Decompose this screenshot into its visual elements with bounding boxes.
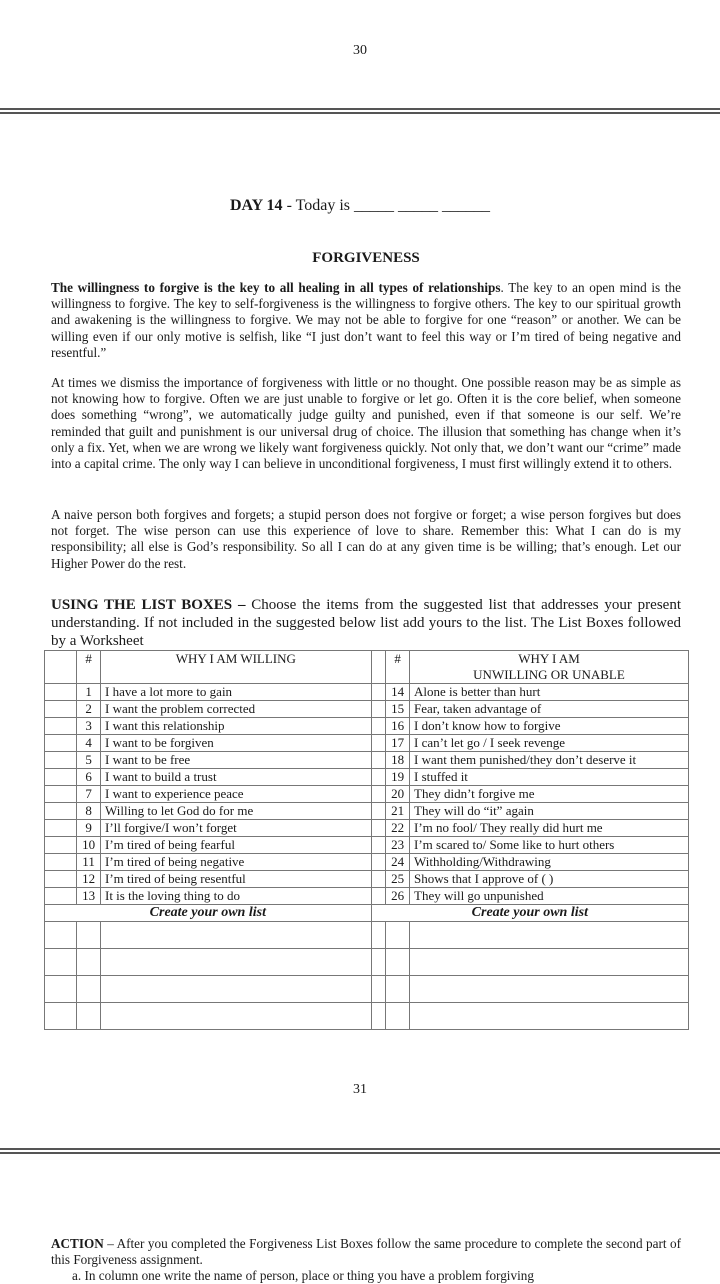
willing-number: 4 bbox=[77, 735, 101, 752]
willing-reason: I want to be free bbox=[100, 752, 371, 769]
blank-entry-cell[interactable] bbox=[100, 1003, 371, 1030]
blank-entry-cell[interactable] bbox=[45, 1003, 77, 1030]
willing-reason: I want to experience peace bbox=[100, 786, 371, 803]
unwilling-reason: I’m scared to/ Some like to hurt others bbox=[410, 837, 689, 854]
row-spacer bbox=[45, 837, 77, 854]
third-paragraph: A naive person both forgives and forgets; a stupid person does not forgive or forget; a wise person forgives but does not forget. The wise person can use this experience of love to share. Remember this: What I can do is my responsibility; all else is God’s responsibility. So all I can do at any given time is be willing; that’s enough. Let our Higher Power do the rest. bbox=[51, 507, 681, 571]
row-spacer bbox=[45, 718, 77, 735]
willing-number: 9 bbox=[77, 820, 101, 837]
blank-entry-row bbox=[45, 976, 689, 1003]
table-header-row bbox=[45, 651, 689, 684]
blank-entry-cell[interactable] bbox=[386, 1003, 410, 1030]
row-gap bbox=[371, 820, 386, 837]
table-row bbox=[45, 854, 689, 871]
header-why-unwilling bbox=[410, 651, 689, 684]
header-number-right: # bbox=[386, 651, 410, 684]
day-date-blanks: - Today is _____ _____ ______ bbox=[282, 197, 491, 214]
willing-number: 12 bbox=[77, 871, 101, 888]
unwilling-number: 17 bbox=[386, 735, 410, 752]
blank-entry-cell[interactable] bbox=[77, 922, 101, 949]
willing-reason: I want to be forgiven bbox=[100, 735, 371, 752]
blank-entry-row bbox=[45, 1003, 689, 1030]
table-row bbox=[45, 820, 689, 837]
table-row bbox=[45, 735, 689, 752]
unwilling-number: 21 bbox=[386, 803, 410, 820]
action-text: – After you completed the Forgiveness List Boxes follow the same procedure to complete the second part of this Forgiveness assignment. bbox=[51, 1236, 681, 1267]
row-gap bbox=[371, 837, 386, 854]
blank-entry-cell[interactable] bbox=[410, 1003, 689, 1030]
row-spacer bbox=[45, 888, 77, 905]
row-gap bbox=[371, 718, 386, 735]
blank-entry-cell[interactable] bbox=[45, 976, 77, 1003]
row-spacer bbox=[45, 803, 77, 820]
create-own-list-left: Create your own list bbox=[45, 905, 372, 922]
blank-entry-cell[interactable] bbox=[77, 949, 101, 976]
willing-reason: I’m tired of being resentful bbox=[100, 871, 371, 888]
unwilling-number: 20 bbox=[386, 786, 410, 803]
row-spacer bbox=[45, 769, 77, 786]
row-gap bbox=[371, 752, 386, 769]
day-line bbox=[0, 197, 720, 215]
blank-entry-cell[interactable] bbox=[386, 922, 410, 949]
unwilling-reason: I can’t let go / I seek revenge bbox=[410, 735, 689, 752]
willing-number: 5 bbox=[77, 752, 101, 769]
blank-entry-cell[interactable] bbox=[371, 922, 386, 949]
unwilling-number: 25 bbox=[386, 871, 410, 888]
blank-entry-cell[interactable] bbox=[77, 976, 101, 1003]
willing-number: 1 bbox=[77, 684, 101, 701]
table-row bbox=[45, 786, 689, 803]
willing-reason: I have a lot more to gain bbox=[100, 684, 371, 701]
willing-number: 13 bbox=[77, 888, 101, 905]
list-instructions-bold: USING THE LIST BOXES – bbox=[51, 597, 246, 613]
willing-reason: I want to build a trust bbox=[100, 769, 371, 786]
blank-entry-cell[interactable] bbox=[100, 949, 371, 976]
willing-reason: It is the loving thing to do bbox=[100, 888, 371, 905]
table-row bbox=[45, 837, 689, 854]
willing-number: 11 bbox=[77, 854, 101, 871]
blank-entry-cell[interactable] bbox=[410, 922, 689, 949]
row-spacer bbox=[45, 854, 77, 871]
unwilling-number: 14 bbox=[386, 684, 410, 701]
row-spacer bbox=[45, 684, 77, 701]
unwilling-reason: Fear, taken advantage of bbox=[410, 701, 689, 718]
table-row bbox=[45, 718, 689, 735]
blank-entry-cell[interactable] bbox=[371, 976, 386, 1003]
willing-reason: I’m tired of being fearful bbox=[100, 837, 371, 854]
unwilling-reason: I’m no fool/ They really did hurt me bbox=[410, 820, 689, 837]
intro-bold: The willingness to forgive is the key to all healing in all types of relationships bbox=[51, 280, 501, 295]
page-title: FORGIVENESS bbox=[312, 250, 420, 266]
table-row bbox=[45, 888, 689, 905]
list-instructions-text: Choose the items from the suggested list that addresses your present understanding. If not included in the suggested below list add yours to the list. The List Boxes followed by a Worksheet bbox=[51, 597, 681, 649]
row-spacer bbox=[45, 735, 77, 752]
willing-reason: Willing to let God do for me bbox=[100, 803, 371, 820]
row-spacer bbox=[45, 786, 77, 803]
table-header-spacer bbox=[45, 651, 77, 684]
unwilling-reason: I want them punished/they don’t deserve it bbox=[410, 752, 689, 769]
unwilling-number: 16 bbox=[386, 718, 410, 735]
willing-number: 2 bbox=[77, 701, 101, 718]
row-gap bbox=[371, 871, 386, 888]
action-paragraph bbox=[51, 1236, 681, 1268]
unwilling-number: 15 bbox=[386, 701, 410, 718]
row-gap bbox=[371, 769, 386, 786]
blank-entry-cell[interactable] bbox=[100, 976, 371, 1003]
day-label: DAY 14 bbox=[229, 197, 283, 214]
table-row bbox=[45, 752, 689, 769]
page-number-top: 30 bbox=[353, 43, 367, 58]
blank-entry-cell[interactable] bbox=[100, 922, 371, 949]
willing-number: 3 bbox=[77, 718, 101, 735]
unwilling-reason: I stuffed it bbox=[410, 769, 689, 786]
action-label: ACTION bbox=[51, 1236, 104, 1251]
willing-reason: I want the problem corrected bbox=[100, 701, 371, 718]
blank-entry-row bbox=[45, 922, 689, 949]
blank-entry-cell[interactable] bbox=[386, 976, 410, 1003]
list-instructions bbox=[51, 596, 681, 650]
unwilling-number: 19 bbox=[386, 769, 410, 786]
create-own-list-right: Create your own list bbox=[371, 905, 688, 922]
unwilling-number: 22 bbox=[386, 820, 410, 837]
blank-entry-cell[interactable] bbox=[371, 949, 386, 976]
unwilling-reason: I don’t know how to forgive bbox=[410, 718, 689, 735]
willing-reason: I’ll forgive/I won’t forget bbox=[100, 820, 371, 837]
unwilling-reason: They will do “it” again bbox=[410, 803, 689, 820]
header-why-unwilling-line2: UNWILLING OR UNABLE bbox=[473, 667, 625, 682]
row-spacer bbox=[45, 701, 77, 718]
unwilling-reason: Withholding/Withdrawing bbox=[410, 854, 689, 871]
blank-entry-cell[interactable] bbox=[410, 976, 689, 1003]
willing-number: 10 bbox=[77, 837, 101, 854]
table-row bbox=[45, 701, 689, 718]
blank-entry-cell[interactable] bbox=[45, 949, 77, 976]
table-row bbox=[45, 871, 689, 888]
create-own-list-row bbox=[45, 905, 689, 922]
unwilling-reason: Shows that I approve of ( ) bbox=[410, 871, 689, 888]
blank-entry-cell[interactable] bbox=[371, 1003, 386, 1030]
row-gap bbox=[371, 803, 386, 820]
intro-paragraph bbox=[51, 280, 681, 361]
row-spacer bbox=[45, 752, 77, 769]
blank-entry-row bbox=[45, 949, 689, 976]
unwilling-number: 26 bbox=[386, 888, 410, 905]
willing-number: 6 bbox=[77, 769, 101, 786]
willing-number: 7 bbox=[77, 786, 101, 803]
unwilling-reason: They didn’t forgive me bbox=[410, 786, 689, 803]
table-row bbox=[45, 803, 689, 820]
table-row bbox=[45, 684, 689, 701]
willing-reason: I want this relationship bbox=[100, 718, 371, 735]
willing-reason: I’m tired of being negative bbox=[100, 854, 371, 871]
row-spacer bbox=[45, 820, 77, 837]
row-gap bbox=[371, 786, 386, 803]
row-gap bbox=[371, 701, 386, 718]
list-boxes-table bbox=[44, 650, 689, 1030]
header-number-left: # bbox=[77, 651, 101, 684]
page-number-bottom: 31 bbox=[353, 1082, 367, 1097]
blank-entry-cell[interactable] bbox=[386, 949, 410, 976]
row-gap bbox=[371, 684, 386, 701]
intro-text: . The key to an open mind is the willingness to forgive. The key to self-forgiveness is the willingness to forgive others. The key to our spiritual growth and awakening is the willingness to forgive. We may not be able to forgive for one “reason” or another. We can be willing even if our only motive is selfish, like “I just don’t want to feel this way or I’m tired of being negative and resentful.” bbox=[51, 280, 681, 360]
action-item-a: a. In column one write the name of person, place or thing you have a problem forgiving bbox=[72, 1268, 534, 1283]
unwilling-number: 23 bbox=[386, 837, 410, 854]
header-why-unwilling-line1: WHY I AM bbox=[518, 651, 580, 666]
table-row bbox=[45, 769, 689, 786]
blank-entry-cell[interactable] bbox=[410, 949, 689, 976]
row-gap bbox=[371, 735, 386, 752]
unwilling-number: 24 bbox=[386, 854, 410, 871]
page-divider bbox=[0, 1148, 720, 1154]
unwilling-number: 18 bbox=[386, 752, 410, 769]
row-gap bbox=[371, 888, 386, 905]
page-divider bbox=[0, 108, 720, 114]
unwilling-reason: Alone is better than hurt bbox=[410, 684, 689, 701]
row-spacer bbox=[45, 871, 77, 888]
table-header-gap bbox=[371, 651, 386, 684]
header-why-willing: WHY I AM WILLING bbox=[100, 651, 371, 684]
row-gap bbox=[371, 854, 386, 871]
willing-number: 8 bbox=[77, 803, 101, 820]
unwilling-reason: They will go unpunished bbox=[410, 888, 689, 905]
blank-entry-cell[interactable] bbox=[77, 1003, 101, 1030]
second-paragraph: At times we dismiss the importance of forgiveness with little or no thought. One possible reason may be as simple as not knowing how to forgive. Often we are just unable to forgive or let go. Often it is the core belief, when someone does something “wrong”, we automatically judge guilty and punished, even if that someone is our self. We’re reminded that guilt and punishment is our universal drug of choice. The illusion that something has change when it’s only a fix. Yet, when we are wrong we likely want forgiveness quickly. Not only that, we don’t want our “crime” made into a capital crime. The only way I can believe in unconditional forgiveness, I must first willingly extend it to others. bbox=[51, 375, 681, 472]
blank-entry-cell[interactable] bbox=[45, 922, 77, 949]
